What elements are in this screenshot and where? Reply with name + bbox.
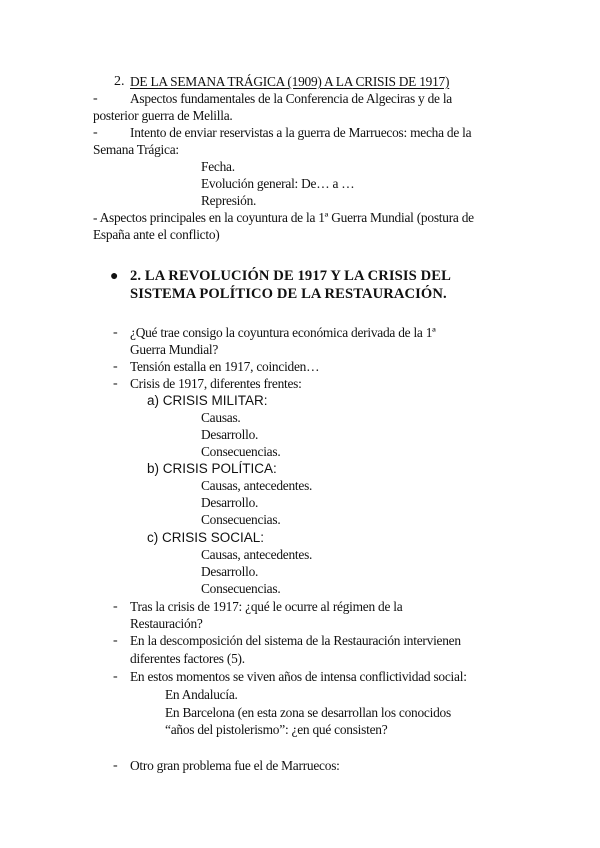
question-line: Tras la crisis de 1917: ¿qué le ocurre al régimen de la — [130, 599, 403, 614]
question-sub-item: En Barcelona (en esta zona se desarrollan los conocidos — [165, 705, 451, 720]
section2-heading: SISTEMA POLÍTICO DE LA RESTAURACIÓN. — [130, 286, 447, 302]
paragraph-line: Aspectos fundamentales de la Conferencia de Algeciras y de la — [130, 91, 452, 106]
question-line: Crisis de 1917, diferentes frentes: — [130, 376, 302, 391]
question-line: Guerra Mundial? — [130, 342, 219, 357]
crisis-item: Causas, antecedentes. — [201, 478, 313, 493]
crisis-label: a) CRISIS MILITAR: — [147, 393, 268, 408]
question-line: diferentes factores (5). — [130, 651, 245, 666]
crisis-item: Consecuencias. — [201, 444, 281, 459]
dash: - — [113, 669, 118, 684]
dash: - — [93, 91, 98, 106]
dash: - — [113, 758, 118, 773]
paragraph-line: posterior guerra de Melilla. — [93, 108, 233, 123]
crisis-label: c) CRISIS SOCIAL: — [147, 530, 265, 545]
sub-item: Evolución general: De… a … — [201, 176, 355, 191]
crisis-item: Consecuencias. — [201, 581, 281, 596]
section1-title: DE LA SEMANA TRÁGICA (1909) A LA CRISIS DE 1917) — [130, 74, 450, 89]
crisis-label: b) CRISIS POLÍTICA: — [147, 461, 277, 476]
question-sub-item: “años del pistolerismo”: ¿en qué consisten? — [165, 722, 388, 737]
dash: - — [113, 599, 118, 614]
sub-item: Fecha. — [201, 159, 235, 174]
question-line: ¿Qué trae consigo la coyuntura económica derivada de la 1ª — [130, 325, 436, 340]
paragraph-line: Intento de enviar reservistas a la guerra de Marruecos: mecha de la — [130, 125, 472, 140]
sub-item: Represión. — [201, 193, 257, 208]
crisis-item: Causas, antecedentes. — [201, 547, 313, 562]
paragraph-line: - Aspectos principales en la coyuntura de la 1ª Guerra Mundial (postura de — [93, 210, 474, 225]
question-line: En la descomposición del sistema de la Restauración intervienen — [130, 633, 461, 648]
question-sub-item: En Andalucía. — [165, 687, 238, 702]
crisis-item: Causas. — [201, 410, 241, 425]
dash: - — [93, 125, 98, 140]
crisis-item: Desarrollo. — [201, 427, 259, 442]
crisis-item: Desarrollo. — [201, 564, 259, 579]
bullet-icon: ● — [110, 269, 119, 284]
crisis-item: Desarrollo. — [201, 495, 259, 510]
dash: - — [113, 359, 118, 374]
dash: - — [113, 633, 118, 648]
question-line: En estos momentos se viven años de intensa conflictividad social: — [130, 669, 467, 684]
section2-heading: 2. LA REVOLUCIÓN DE 1917 Y LA CRISIS DEL — [130, 268, 451, 284]
question-line: Otro gran problema fue el de Marruecos: — [130, 758, 340, 773]
dash: - — [113, 325, 118, 340]
paragraph-line: España ante el conflicto) — [93, 227, 220, 242]
crisis-item: Consecuencias. — [201, 512, 281, 527]
question-line: Restauración? — [130, 616, 203, 631]
question-line: Tensión estalla en 1917, coinciden… — [130, 359, 320, 374]
dash: - — [113, 376, 118, 391]
section1-number: 2. — [114, 74, 125, 89]
paragraph-line: Semana Trágica: — [93, 142, 179, 157]
